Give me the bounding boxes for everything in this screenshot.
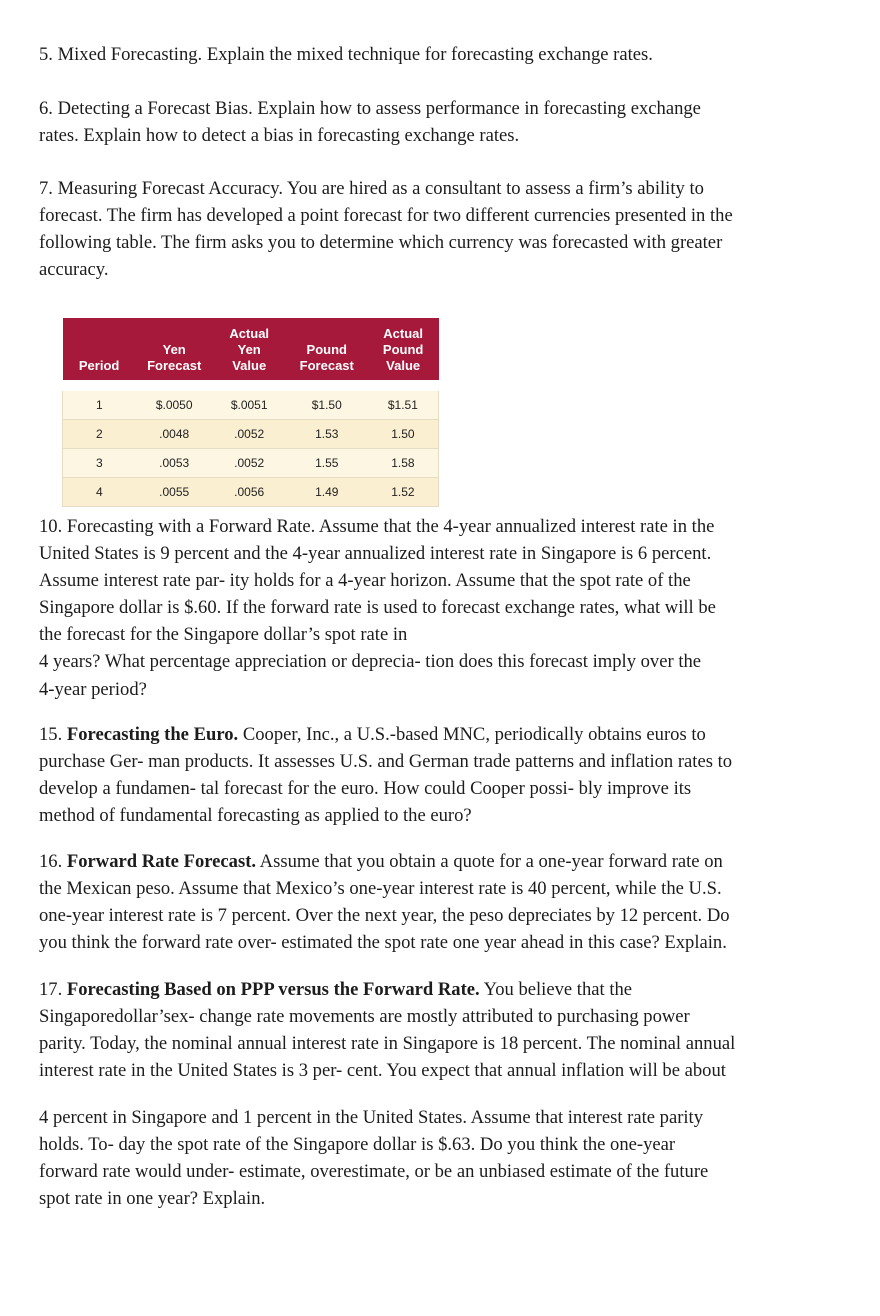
header-actual-yen-line: Value bbox=[232, 358, 267, 373]
question-7 bbox=[39, 175, 839, 283]
cell-yen-forecast: $.0050 bbox=[136, 391, 213, 420]
cell-actual-pound: 1.52 bbox=[368, 478, 439, 507]
header-pound-forecast-line: Pound bbox=[306, 342, 347, 357]
question-16-number: 16. bbox=[39, 851, 67, 872]
header-actual-pound-line: Pound bbox=[382, 342, 424, 357]
cell-period: 2 bbox=[63, 420, 136, 449]
forecast-table-container bbox=[62, 318, 439, 507]
cell-period: 3 bbox=[63, 449, 136, 478]
question-16-first-line bbox=[39, 848, 839, 875]
cell-actual-yen: .0056 bbox=[213, 478, 286, 507]
question-5-line: 5. Mixed Forecasting. Explain the mixed technique for forecasting exchange rates. bbox=[39, 44, 653, 65]
header-period bbox=[63, 318, 136, 380]
header-pound-forecast bbox=[286, 318, 368, 380]
question-15-title: Forecasting the Euro. bbox=[66, 724, 239, 745]
question-16-title: Forward Rate Forecast. bbox=[66, 851, 257, 872]
question-17-first-rest: You believe that the bbox=[479, 979, 633, 1000]
question-7-line: 7. Measuring Forecast Accuracy. You are hired as a consultant to assess a firm’s ability to bbox=[39, 178, 704, 199]
cell-actual-pound: $1.51 bbox=[368, 391, 439, 420]
question-17-line: parity. Today, the nominal annual interest rate in Singapore is 18 percent. The nominal annual bbox=[39, 1033, 736, 1055]
cell-yen-forecast: .0048 bbox=[136, 420, 213, 449]
question-16-line: the Mexican peso. Assume that Mexico’s one-year interest rate is 40 percent, while the U.S. bbox=[39, 878, 722, 900]
cell-yen-forecast: .0055 bbox=[136, 478, 213, 507]
question-10-line: 4-year period? bbox=[39, 678, 147, 700]
question-17-continued bbox=[39, 1104, 839, 1212]
question-16-line: you think the forward rate over- estimated the spot rate one year ahead in this case? Explain. bbox=[39, 932, 727, 954]
table-row bbox=[63, 478, 439, 507]
header-actual-yen-line: Yen bbox=[237, 342, 261, 357]
header-period-label: Period bbox=[78, 358, 120, 373]
question-10-line: 10. Forecasting with a Forward Rate. Assume that the 4-year annualized interest rate in the bbox=[39, 516, 715, 537]
question-10-line: 4 years? What percentage appreciation or deprecia- tion does this forecast imply over the bbox=[39, 651, 702, 673]
question-17-continued-line: forward rate would under- estimate, overestimate, or be an unbiased estimate of the future bbox=[39, 1161, 709, 1183]
cell-period: 4 bbox=[63, 478, 136, 507]
cell-actual-pound: 1.50 bbox=[368, 420, 439, 449]
question-7-line: following table. The firm asks you to determine which currency was forecasted with greater bbox=[39, 232, 723, 254]
cell-actual-yen: .0052 bbox=[213, 420, 286, 449]
question-16 bbox=[39, 848, 839, 956]
question-17-first-line bbox=[39, 976, 839, 1003]
question-15-first-rest: Cooper, Inc., a U.S.-based MNC, periodically obtains euros to bbox=[238, 724, 706, 745]
question-7-line: accuracy. bbox=[39, 259, 109, 281]
question-17-number: 17. bbox=[39, 979, 67, 1000]
header-actual-pound-line: Value bbox=[386, 358, 421, 373]
question-17-title: Forecasting Based on PPP versus the Forward Rate. bbox=[66, 979, 480, 1000]
cell-pound-forecast: 1.49 bbox=[286, 478, 368, 507]
question-10-line: Singapore dollar is $.60. If the forward rate is used to forecast exchange rates, what will be bbox=[39, 597, 716, 619]
cell-period: 1 bbox=[63, 391, 136, 420]
question-10-line: United States is 9 percent and the 4-year annualized interest rate in Singapore is 6 percent. bbox=[39, 543, 712, 565]
question-16-first-rest: Assume that you obtain a quote for a one-year forward rate on bbox=[256, 851, 723, 872]
header-actual-pound bbox=[368, 318, 439, 380]
question-15-line: purchase Ger- man products. It assesses U.S. and German trade patterns and inflation rates to bbox=[39, 751, 733, 773]
question-7-line: forecast. The firm has developed a point forecast for two different currencies presented in the bbox=[39, 205, 733, 227]
question-6 bbox=[39, 95, 839, 149]
cell-actual-pound: 1.58 bbox=[368, 449, 439, 478]
question-10-line: the forecast for the Singapore dollar’s spot rate in bbox=[39, 624, 408, 646]
question-6-line: 6. Detecting a Forecast Bias. Explain how to assess performance in forecasting exchange bbox=[39, 98, 701, 119]
table-header-row bbox=[63, 318, 439, 380]
question-17-line: interest rate in the United States is 3 per- cent. You expect that annual inflation will be about bbox=[39, 1060, 726, 1082]
table-row bbox=[63, 391, 439, 420]
question-10 bbox=[39, 513, 839, 703]
table-row bbox=[63, 420, 439, 449]
question-15-line: method of fundamental forecasting as applied to the euro? bbox=[39, 805, 472, 827]
header-pound-forecast-line: Forecast bbox=[299, 358, 354, 373]
forecast-table bbox=[62, 318, 439, 507]
question-6-line: rates. Explain how to detect a bias in forecasting exchange rates. bbox=[39, 125, 520, 147]
header-yen-forecast bbox=[136, 318, 213, 380]
question-16-line: one-year interest rate is 7 percent. Over the next year, the peso depreciates by 12 percent. Do bbox=[39, 905, 730, 927]
question-17-continued-line: spot rate in one year? Explain. bbox=[39, 1188, 266, 1210]
question-15-line: develop a fundamen- tal forecast for the euro. How could Cooper possi- bly improve its bbox=[39, 778, 692, 800]
cell-actual-yen: $.0051 bbox=[213, 391, 286, 420]
header-yen-forecast-line: Yen bbox=[162, 342, 186, 357]
header-actual-yen-line: Actual bbox=[229, 326, 270, 341]
cell-actual-yen: .0052 bbox=[213, 449, 286, 478]
header-yen-forecast-line: Forecast bbox=[147, 358, 202, 373]
question-10-line: Assume interest rate par- ity holds for a 4-year horizon. Assume that the spot rate of the bbox=[39, 570, 691, 592]
header-actual-yen bbox=[213, 318, 286, 380]
question-17-continued-line: 4 percent in Singapore and 1 percent in the United States. Assume that interest rate parity bbox=[39, 1107, 704, 1128]
question-5 bbox=[39, 41, 839, 68]
question-17-continued-line: holds. To- day the spot rate of the Singapore dollar is $.63. Do you think the one-year bbox=[39, 1134, 676, 1156]
table-row bbox=[63, 449, 439, 478]
question-15 bbox=[39, 721, 839, 829]
table-spacer bbox=[63, 380, 439, 391]
header-actual-pound-line: Actual bbox=[383, 326, 424, 341]
cell-pound-forecast: $1.50 bbox=[286, 391, 368, 420]
cell-yen-forecast: .0053 bbox=[136, 449, 213, 478]
cell-pound-forecast: 1.55 bbox=[286, 449, 368, 478]
question-17-line: Singaporedollar’sex- change rate movements are mostly attributed to purchasing power bbox=[39, 1006, 690, 1028]
cell-pound-forecast: 1.53 bbox=[286, 420, 368, 449]
question-17 bbox=[39, 976, 839, 1084]
question-15-number: 15. bbox=[39, 724, 67, 745]
question-15-first-line bbox=[39, 721, 839, 748]
